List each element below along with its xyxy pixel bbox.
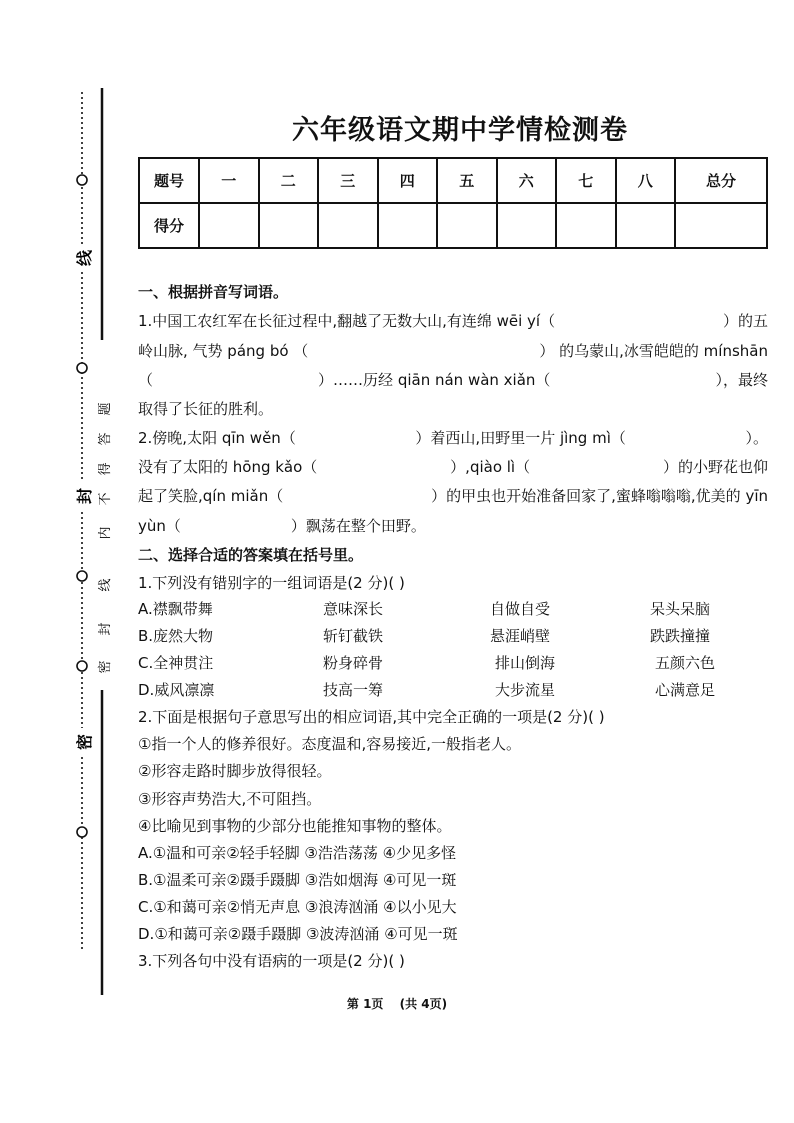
text: ）的五 xyxy=(722,312,768,330)
margin-circle xyxy=(77,661,87,671)
text: ）着西山,田野里一片 jìng mì（ xyxy=(415,429,626,447)
margin-char-inner: 封 xyxy=(98,622,113,636)
score-cell[interactable] xyxy=(616,203,676,248)
s2-q2-stem: 2.下面是根据句子意思写出的相应词语,其中完全正确的一项是(2 分)( ) xyxy=(138,708,605,726)
text: （ xyxy=(138,371,154,389)
margin-circle xyxy=(77,571,87,581)
margin-char-outer: 线 xyxy=(75,249,94,267)
s2-q2-option: A.①温和可亲②轻手轻脚 ③浩浩荡荡 ④少见多怪 xyxy=(138,844,457,862)
score-header-cell: 三 xyxy=(318,158,378,203)
page-number: 第 1页 xyxy=(346,997,384,1011)
option-text: 自做自受 xyxy=(490,600,551,618)
text: 1.中国工农红军在长征过程中,翻越了无数大山,有连绵 wēi yí（ xyxy=(138,312,556,330)
score-header-cell: 一 xyxy=(199,158,259,203)
text: ）飘荡在整个田野。 xyxy=(290,517,426,535)
option-text: B.庞然大物 xyxy=(138,627,214,645)
s1-q1-line1 xyxy=(138,311,768,331)
option-text: 技高一筹 xyxy=(323,681,384,699)
option-text: D.威风凛凛 xyxy=(138,681,215,699)
score-table xyxy=(138,157,768,249)
text: ）……历经 qiān nán wàn xiǎn（ xyxy=(318,371,551,389)
score-cell[interactable] xyxy=(378,203,438,248)
margin-char-outer: 密 xyxy=(75,733,94,751)
s2-q2-option: D.①和蔼可亲②蹑手蹑脚 ③波涛汹涌 ④可见一斑 xyxy=(138,925,458,943)
margin-char-inner: 不 xyxy=(98,492,113,506)
margin-circle xyxy=(77,175,87,185)
option-text: C.全神贯注 xyxy=(138,654,214,672)
margin-char-inner: 密 xyxy=(98,660,113,674)
s2-q2-meaning: ②形容走路时脚步放得很轻。 xyxy=(138,762,332,780)
margin-circle xyxy=(77,363,87,373)
text: 没有了太阳的 hōng kǎo（ xyxy=(138,458,318,476)
text: 2.傍晚,太阳 qīn wěn（ xyxy=(138,429,296,447)
score-header-cell: 七 xyxy=(556,158,616,203)
page-total: (共 4页) xyxy=(399,997,448,1011)
text: ）的小野花也仰 xyxy=(662,458,768,476)
score-header-cell: 八 xyxy=(616,158,676,203)
score-header-cell: 五 xyxy=(437,158,497,203)
s2-q2-meaning: ③形容声势浩大,不可阻挡。 xyxy=(138,790,322,808)
s2-q2-meaning: ④比喻见到事物的少部分也能推知事物的整体。 xyxy=(138,817,452,835)
option-text: A.襟飘带舞 xyxy=(138,600,213,618)
score-row-label: 得分 xyxy=(139,203,199,248)
margin-circle xyxy=(77,827,87,837)
score-cell[interactable] xyxy=(259,203,319,248)
score-table-score-row xyxy=(139,203,767,248)
s2-q2-option: C.①和蔼可亲②悄无声息 ③浪涛汹涌 ④以小见大 xyxy=(138,898,457,916)
text: ） 的乌蒙山,冰雪皑皑的 mínshān xyxy=(539,342,768,360)
option-text: 意味深长 xyxy=(323,600,384,618)
text: 岭山脉, 气势 páng bó （ xyxy=(138,342,309,360)
option-text: 五颜六色 xyxy=(655,654,716,672)
score-cell[interactable] xyxy=(318,203,378,248)
score-cell[interactable] xyxy=(199,203,259,248)
page-footer xyxy=(0,995,794,1012)
score-cell[interactable] xyxy=(556,203,616,248)
score-header-cell: 二 xyxy=(259,158,319,203)
s1-q1-line2 xyxy=(138,341,768,361)
s1-q2-line1 xyxy=(138,428,768,448)
margin-char-inner: 得 xyxy=(98,462,113,476)
option-text: 呆头呆脑 xyxy=(650,600,711,618)
option-text: 悬涯峭壁 xyxy=(490,627,551,645)
score-cell[interactable] xyxy=(675,203,767,248)
option-text: 心满意足 xyxy=(655,681,716,699)
exam-title: 六年级语文期中学情检测卷 xyxy=(292,115,628,146)
option-text: 斩钉截铁 xyxy=(323,627,384,645)
text: ），最终 xyxy=(715,371,768,389)
margin-char-inner: 题 xyxy=(98,402,113,416)
score-header-cell: 题号 xyxy=(139,158,199,203)
score-table-header-row xyxy=(139,158,767,203)
s2-q2-meaning: ①指一个人的修养很好。态度温和,容易接近,一般指老人。 xyxy=(138,735,521,753)
score-header-cell: 总分 xyxy=(675,158,767,203)
s1-q2-line2 xyxy=(138,457,768,477)
margin-char-inner: 答 xyxy=(98,432,113,446)
text: yùn（ xyxy=(138,517,181,535)
s1-q2-line4 xyxy=(138,516,768,536)
score-header-cell: 四 xyxy=(378,158,438,203)
s1-q2-line3 xyxy=(138,486,768,506)
s2-q2-option: B.①温柔可亲②蹑手蹑脚 ③浩如烟海 ④可见一斑 xyxy=(138,871,457,889)
section1-heading: 一、根据拼音写词语。 xyxy=(138,283,289,301)
section2-heading: 二、选择合适的答案填在括号里。 xyxy=(138,546,364,564)
option-text: 跌跌撞撞 xyxy=(650,627,711,645)
score-header-cell: 六 xyxy=(497,158,557,203)
option-text: 大步流星 xyxy=(495,681,556,699)
text: ）。 xyxy=(745,429,768,447)
text: 起了笑脸,qín miǎn（ xyxy=(138,487,284,505)
s1-q1-line3 xyxy=(138,370,768,390)
s1-q1-line4: 取得了长征的胜利。 xyxy=(138,400,274,418)
text: ）的甲虫也开始准备回家了,蜜蜂嗡嗡嗡,优美的 yīn xyxy=(431,487,768,505)
margin-char-outer: 封 xyxy=(75,487,94,505)
s2-q1-stem: 1.下列没有错别字的一组词语是(2 分)( ) xyxy=(138,574,405,592)
option-text: 排山倒海 xyxy=(495,654,556,672)
text: ）,qiào lì（ xyxy=(450,458,531,476)
score-cell[interactable] xyxy=(497,203,557,248)
margin-char-inner: 线 xyxy=(98,578,113,592)
margin-char-inner: 内 xyxy=(98,526,113,540)
option-text: 粉身碎骨 xyxy=(323,654,384,672)
score-cell[interactable] xyxy=(437,203,497,248)
s2-q3-stem: 3.下列各句中没有语病的一项是(2 分)( ) xyxy=(138,952,405,970)
binding-margin xyxy=(0,0,120,1123)
